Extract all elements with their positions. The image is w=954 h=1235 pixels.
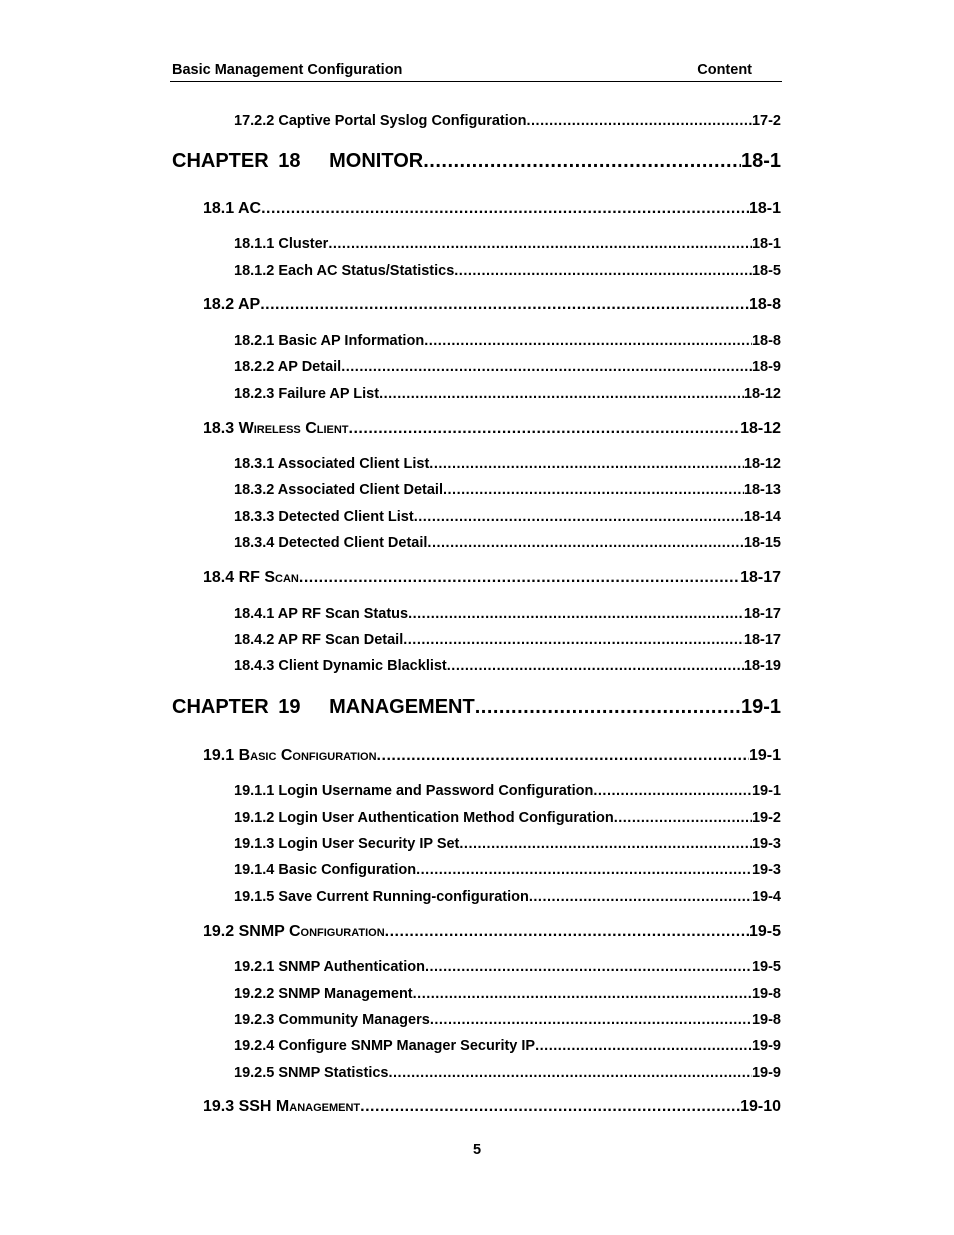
dot-leader — [526, 113, 751, 129]
toc-entry-page: 18-17 — [743, 606, 781, 622]
dot-leader — [413, 986, 752, 1002]
toc-entry-title: 19.1 Basic Configuration — [203, 747, 377, 764]
toc-entry[interactable] — [234, 333, 781, 353]
dot-leader — [388, 1065, 751, 1081]
dot-leader — [529, 889, 752, 905]
toc-entry[interactable] — [234, 1038, 781, 1058]
toc-entry-page: 19-4 — [751, 889, 781, 905]
toc-entry-title: 18.4.1 AP RF Scan Status — [234, 606, 409, 622]
toc-entry-title: 19.2 SNMP Configuration — [203, 923, 385, 940]
toc-entry[interactable] — [234, 1012, 781, 1032]
toc-entry-title: 17.2.2 Captive Portal Syslog Configuration — [234, 113, 527, 129]
page-header — [170, 61, 782, 82]
dot-leader — [614, 810, 752, 826]
dot-leader — [429, 456, 744, 472]
toc-entry-page: 19-3 — [751, 862, 781, 878]
dot-leader — [349, 420, 741, 438]
toc-entry-title: CHAPTER 19 MANAGEMENT — [172, 696, 475, 718]
toc-section[interactable] — [203, 200, 781, 222]
toc-entry[interactable] — [234, 509, 781, 529]
header-section: Content — [697, 62, 752, 78]
dot-leader — [443, 482, 744, 498]
toc-entry[interactable] — [234, 606, 781, 626]
toc-entry-page: 18-17 — [740, 569, 781, 586]
toc-entry-page: 18-5 — [751, 263, 781, 279]
toc-entry-title: 18.2 AP — [203, 296, 261, 313]
dot-leader — [341, 359, 752, 375]
toc-entry[interactable] — [234, 986, 781, 1006]
toc-entry-title: 19.1.4 Basic Configuration — [234, 862, 417, 878]
toc-entry-title: 19.2.4 Configure SNMP Manager Security IP — [234, 1038, 536, 1054]
dot-leader — [447, 658, 744, 674]
dot-leader — [459, 836, 752, 852]
dot-leader — [379, 386, 744, 402]
toc-entry-page: 18-12 — [743, 386, 781, 402]
dot-leader — [403, 632, 744, 648]
toc-entry-page: 19-1 — [748, 747, 781, 764]
dot-leader — [430, 1012, 752, 1028]
toc-chapter[interactable] — [172, 150, 781, 176]
toc-entry-page: 19-9 — [751, 1038, 781, 1054]
toc-entry-title: 18.3.2 Associated Client Detail — [234, 482, 443, 498]
toc-entry-title: 18.1.1 Cluster — [234, 236, 329, 252]
toc-entry[interactable] — [234, 1065, 781, 1085]
dot-leader — [299, 569, 740, 587]
toc-entry[interactable] — [234, 236, 781, 256]
dot-leader — [424, 333, 752, 349]
dot-leader — [475, 696, 741, 719]
toc-entry-title: 19.2.5 SNMP Statistics — [234, 1065, 389, 1081]
toc-entry-page: 18-17 — [743, 632, 781, 648]
toc-entry-page: 19-8 — [751, 986, 781, 1002]
toc-entry-title: 19.2.3 Community Managers — [234, 1012, 430, 1028]
dot-leader — [423, 150, 741, 173]
toc-entry-title: 18.4.2 AP RF Scan Detail — [234, 632, 404, 648]
toc-entry-page: 18-1 — [740, 150, 781, 172]
toc-entry-title: 18.2.2 AP Detail — [234, 359, 342, 375]
dot-leader — [328, 236, 752, 252]
toc-entry-page: 18-8 — [751, 333, 781, 349]
dot-leader — [414, 509, 744, 525]
dot-leader — [427, 535, 743, 551]
dot-leader — [416, 862, 752, 878]
dot-leader — [377, 747, 749, 765]
dot-leader — [454, 263, 752, 279]
toc-entry-page: 19-9 — [751, 1065, 781, 1081]
toc-section[interactable] — [203, 923, 781, 945]
dot-leader — [535, 1038, 752, 1054]
toc-entry-title: 18.3.3 Detected Client List — [234, 509, 414, 525]
dot-leader — [593, 783, 752, 799]
toc-entry-title: 18.2.3 Failure AP List — [234, 386, 380, 402]
toc-entry-page: 19-5 — [751, 959, 781, 975]
toc-entry-page: 18-15 — [743, 535, 781, 551]
toc-entry-page: 19-10 — [740, 1098, 781, 1115]
toc-entry[interactable] — [234, 658, 781, 678]
toc-section[interactable] — [203, 1098, 781, 1120]
toc-entry-title: 19.3 SSH Management — [203, 1098, 361, 1115]
toc-section[interactable] — [203, 296, 781, 318]
toc-entry[interactable] — [234, 959, 781, 979]
toc-entry-title: 19.1.5 Save Current Running-configuration — [234, 889, 529, 905]
toc-entry[interactable] — [234, 836, 781, 856]
dot-leader — [360, 1098, 740, 1116]
toc-entry-page: 17-2 — [751, 113, 781, 129]
dot-leader — [425, 959, 752, 975]
toc-entry-title: 18.3.1 Associated Client List — [234, 456, 430, 472]
toc-entry-title: 18.2.1 Basic AP Information — [234, 333, 425, 349]
toc-entry-page: 18-9 — [751, 359, 781, 375]
dot-leader — [261, 200, 749, 218]
page-number: 5 — [472, 1142, 482, 1158]
toc-entry-page: 19-1 — [740, 696, 781, 718]
toc-entry-page: 18-12 — [743, 456, 781, 472]
toc-entry[interactable] — [234, 810, 781, 830]
toc-entry-title: CHAPTER 18 MONITOR — [172, 150, 424, 172]
toc-entry[interactable] — [234, 456, 781, 476]
dot-leader — [385, 923, 749, 941]
toc-entry[interactable] — [234, 632, 781, 652]
header-title: Basic Management Configuration — [172, 62, 403, 78]
toc-entry-page: 19-8 — [751, 1012, 781, 1028]
toc-entry-title: 18.1.2 Each AC Status/Statistics — [234, 263, 455, 279]
toc-entry-title: 18.4 RF Scan — [203, 569, 299, 586]
toc-entry-page: 19-1 — [751, 783, 781, 799]
toc-entry-title: 19.1.3 Login User Security IP Set — [234, 836, 460, 852]
toc-entry-title: 18.3.4 Detected Client Detail — [234, 535, 428, 551]
toc-entry-page: 18-1 — [748, 200, 781, 217]
toc-entry[interactable] — [234, 113, 781, 133]
toc-entry[interactable] — [234, 783, 781, 803]
toc-entry[interactable] — [234, 482, 781, 502]
toc-entry-page: 18-12 — [740, 420, 781, 437]
toc-section[interactable] — [203, 569, 781, 591]
toc-entry-page: 18-14 — [743, 509, 781, 525]
toc-entry-title: 19.2.1 SNMP Authentication — [234, 959, 425, 975]
toc-entry-page: 18-1 — [751, 236, 781, 252]
toc-entry-title: 18.4.3 Client Dynamic Blacklist — [234, 658, 447, 674]
toc-entry[interactable] — [234, 359, 781, 379]
toc-entry[interactable] — [234, 263, 781, 283]
toc-entry-title: 19.1.2 Login User Authentication Method Configuration — [234, 810, 614, 826]
toc-entry[interactable] — [234, 862, 781, 882]
toc-entry[interactable] — [234, 535, 781, 555]
toc-chapter[interactable] — [172, 696, 781, 722]
toc-entry-title: 19.2.2 SNMP Management — [234, 986, 413, 1002]
toc-entry-title: 18.3 Wireless Client — [203, 420, 349, 437]
toc-section[interactable] — [203, 420, 781, 442]
toc-entry-page: 18-8 — [748, 296, 781, 313]
dot-leader — [408, 606, 744, 622]
toc-entry[interactable] — [234, 889, 781, 909]
toc-entry-page: 19-2 — [751, 810, 781, 826]
toc-entry-page: 19-5 — [748, 923, 781, 940]
toc-section[interactable] — [203, 747, 781, 769]
dot-leader — [260, 296, 749, 314]
toc-entry-page: 18-19 — [743, 658, 781, 674]
toc-entry-title: 19.1.1 Login Username and Password Configuration — [234, 783, 594, 799]
toc-entry[interactable] — [234, 386, 781, 406]
toc-entry-title: 18.1 AC — [203, 200, 262, 217]
toc-entry-page: 19-3 — [751, 836, 781, 852]
toc-entry-page: 18-13 — [743, 482, 781, 498]
